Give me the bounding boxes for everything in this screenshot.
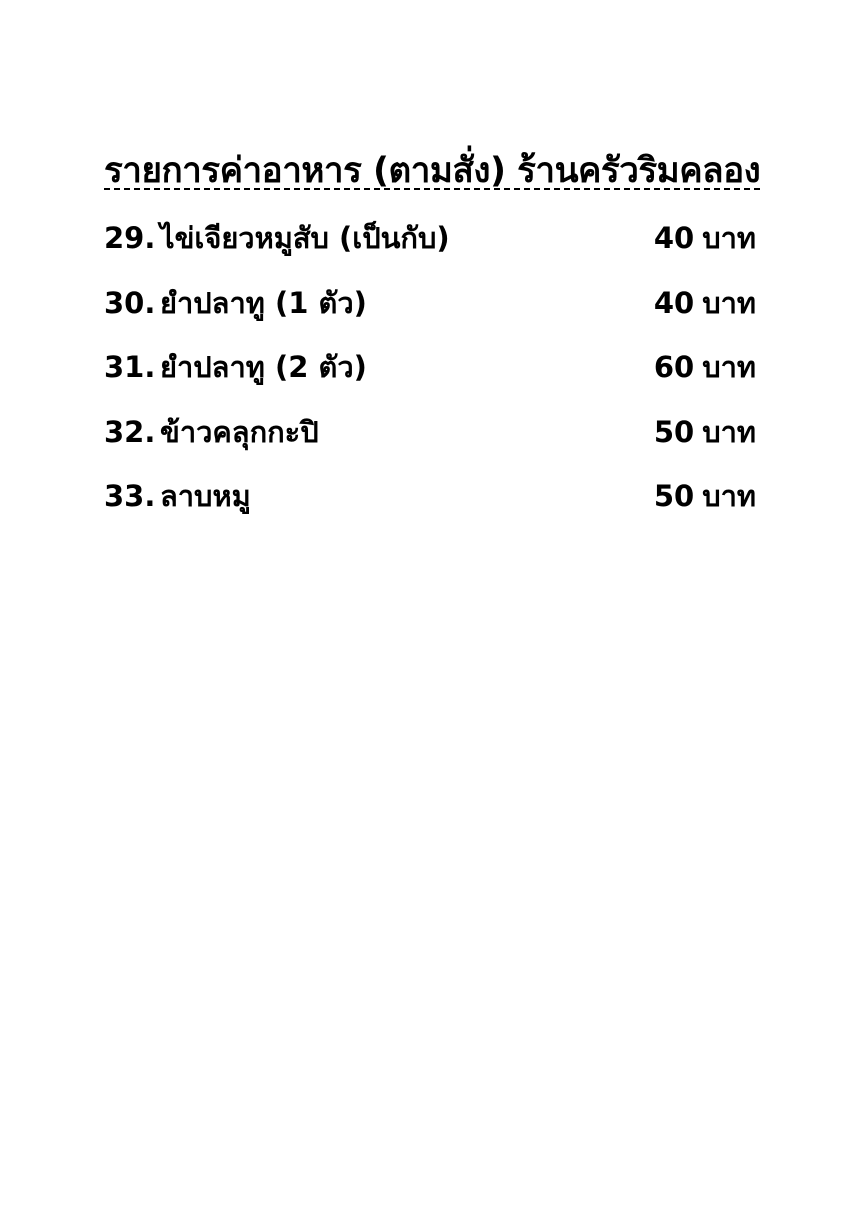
menu-item [104, 271, 756, 336]
menu-item-label [104, 473, 251, 519]
menu-item-price [654, 215, 756, 261]
price-value: 40 [653, 221, 695, 256]
menu-item-label [104, 280, 367, 326]
price-currency: บาท [702, 285, 756, 320]
price-value: 40 [653, 285, 695, 320]
page-title: รายการค่าอาหาร (ตามสั่ง) ร้านครัวริมคลอง [104, 151, 761, 192]
menu-item-number: 31. [104, 350, 156, 385]
menu-item-number: 29. [104, 221, 156, 256]
menu-item-name: ข้าวคลุกกะปิ [160, 414, 319, 449]
menu-item-label [104, 409, 319, 455]
price-value: 50 [653, 479, 695, 514]
menu-item-price [654, 344, 756, 390]
menu-item [104, 206, 756, 271]
menu-item-price [654, 473, 756, 519]
menu-item-name: ยำปลาทู (2 ตัว) [160, 350, 367, 385]
menu-item-price [654, 280, 756, 326]
menu-item-name: ยำปลาทู (1 ตัว) [160, 285, 367, 320]
price-value: 60 [653, 350, 695, 385]
menu-item-number: 32. [104, 414, 156, 449]
menu-item-label [104, 215, 450, 261]
menu-item [104, 335, 756, 400]
menu-item [104, 464, 756, 529]
menu-item-number: 30. [104, 285, 156, 320]
menu-item-name: ไข่เจียวหมูสับ (เป็นกับ) [160, 221, 450, 256]
price-currency: บาท [702, 479, 756, 514]
menu-item-price [654, 409, 756, 455]
price-currency: บาท [702, 350, 756, 385]
menu-list [104, 206, 756, 529]
price-currency: บาท [702, 221, 756, 256]
menu-item-number: 33. [104, 479, 156, 514]
price-value: 50 [653, 414, 695, 449]
menu-item [104, 400, 756, 465]
menu-item-name: ลาบหมู [160, 479, 251, 514]
menu-item-label [104, 344, 367, 390]
price-currency: บาท [702, 414, 756, 449]
